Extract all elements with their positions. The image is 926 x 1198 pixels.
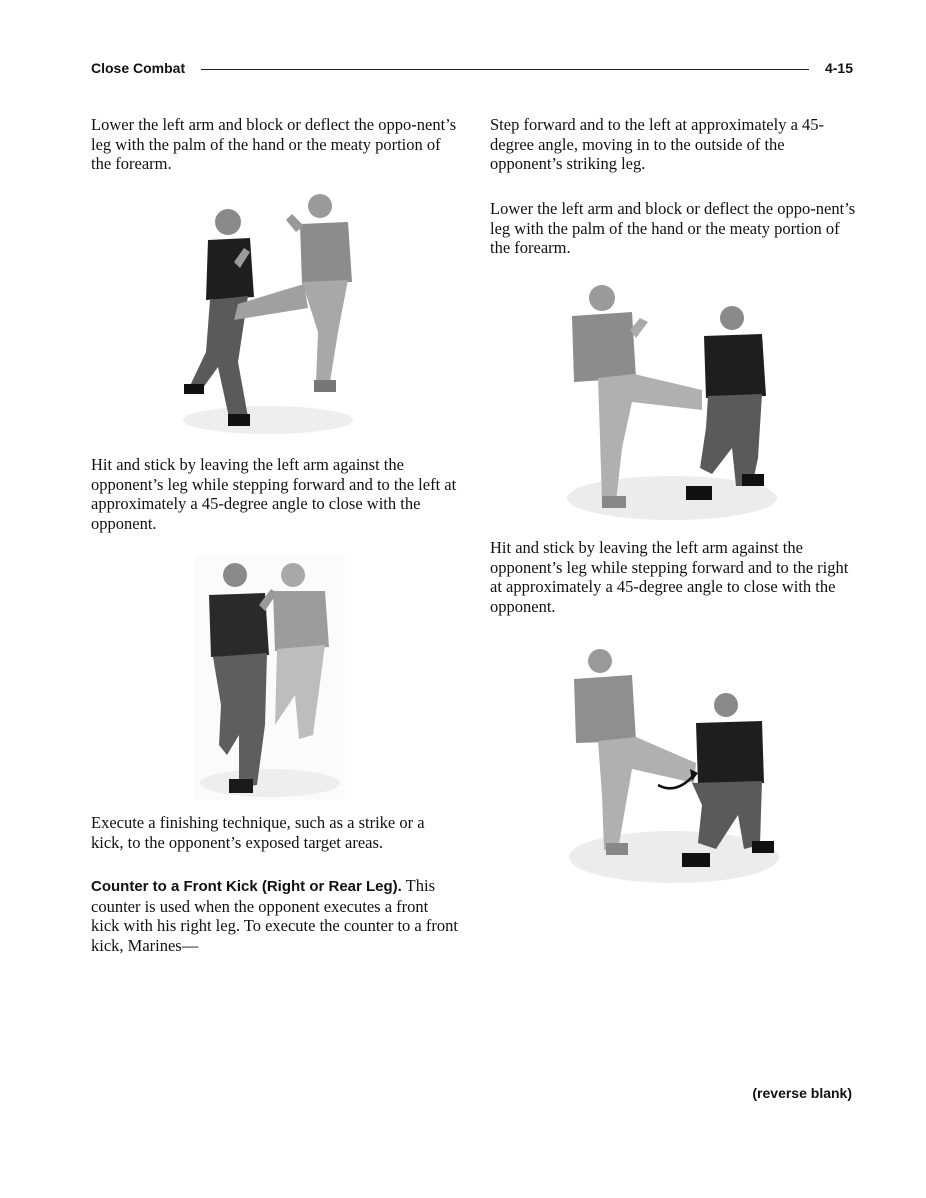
- paragraph-step-forward: Step forward and to the left at approximately a 45-degree angle, moving in to the outside of the opponent’s striking leg.: [490, 115, 825, 173]
- reverse-blank-note: (reverse blank): [752, 1085, 852, 1101]
- paragraph-block-left: Lower the left arm and block or deflect the oppo-nent’s leg with the palm of the hand or the meaty portion of the forearm.: [91, 115, 457, 173]
- photo-hit-stick-right: [566, 645, 781, 887]
- running-header: [91, 59, 853, 81]
- photo-block-right: [562, 278, 777, 526]
- section-body: This counter is used when the opponent executes a front kick with his right leg. To execute the counter to a front kick, Marines—: [91, 876, 458, 955]
- paragraph-hit-stick-right: Hit and stick by leaving the left arm against the opponent’s leg while stepping forward and to the right at approximately a 45-degree angle to close with the opponent.: [490, 538, 849, 616]
- photo-hit-stick-left: [195, 555, 345, 800]
- photo-block-left: [178, 192, 368, 440]
- section-counter-front-kick: [91, 876, 459, 955]
- paragraph-block-right: Lower the left arm and block or deflect the oppo-nent’s leg with the palm of the hand or the meaty portion of the forearm.: [490, 199, 856, 257]
- section-heading: Counter to a Front Kick (Right or Rear Leg).: [91, 878, 402, 895]
- paragraph-hit-stick-left: Hit and stick by leaving the left arm against the opponent’s leg while stepping forward and to the left at approximately a 45-degree angle to close with the opponent.: [91, 455, 457, 533]
- chapter-title: Close Combat: [91, 60, 186, 76]
- paragraph-finishing: Execute a finishing technique, such as a strike or a kick, to the opponent’s exposed target areas.: [91, 813, 425, 852]
- page-number: 4-15: [824, 60, 853, 76]
- header-rule: [201, 69, 809, 70]
